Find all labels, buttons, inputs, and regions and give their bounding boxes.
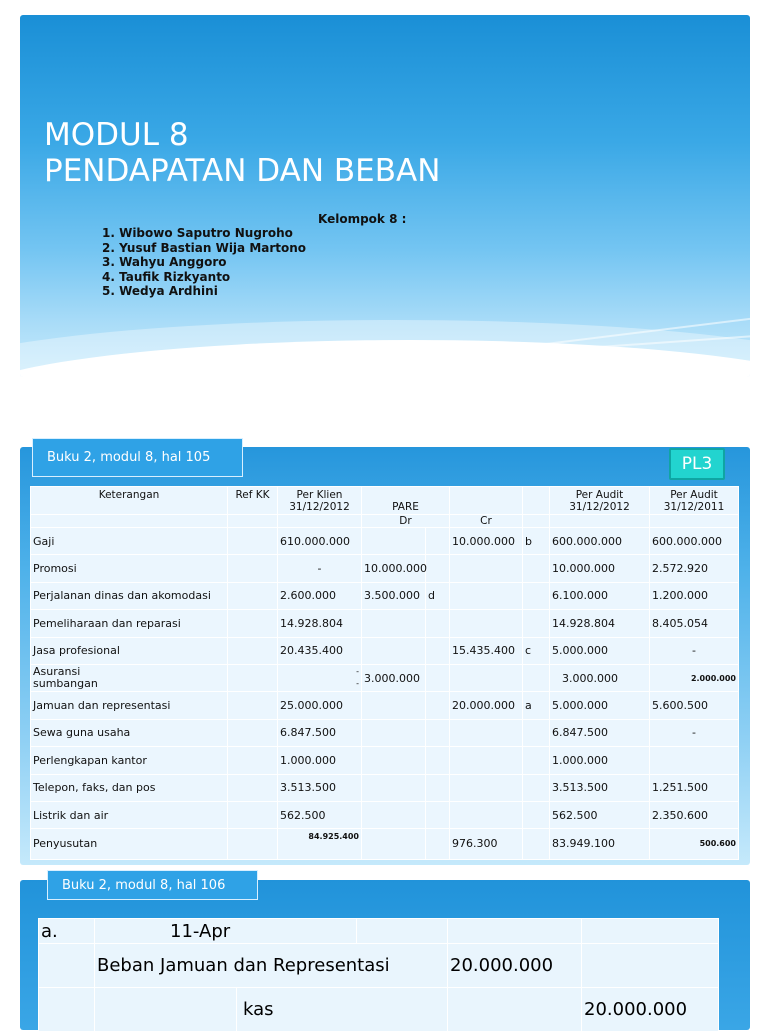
cell-ref	[228, 692, 278, 719]
cell-dr: 3.500.000	[362, 582, 426, 609]
header-keterangan: Keterangan	[31, 487, 228, 515]
cell-cr	[450, 664, 523, 691]
cell-dr	[362, 528, 426, 555]
cell-dref	[426, 610, 450, 637]
cell-cr	[450, 774, 523, 801]
cell-ref	[228, 664, 278, 691]
cell-cr	[450, 747, 523, 774]
entry-letter: a.	[39, 919, 95, 944]
cell-dr	[362, 774, 426, 801]
credit-account: kas	[237, 988, 448, 1032]
cell-cref	[523, 582, 550, 609]
header-audit11-line1: Per Audit	[670, 489, 718, 501]
credit-amount: 20.000.000	[582, 988, 719, 1032]
cell-klien: 2.600.000	[278, 582, 362, 609]
cell-dref	[426, 637, 450, 664]
source-tab-2: Buku 2, modul 8, hal 106	[47, 870, 258, 900]
cell-dref	[426, 801, 450, 828]
cell-dr	[362, 610, 426, 637]
cell-audit12: 3.000.000	[550, 664, 650, 691]
cell-dref	[426, 555, 450, 582]
entry-date: 11-Apr	[95, 919, 357, 944]
cell-dref	[426, 528, 450, 555]
cell-ref	[228, 610, 278, 637]
table-row	[31, 664, 739, 691]
cell-label: Perlengkapan kantor	[31, 747, 228, 774]
cell-label: Jamuan dan representasi	[31, 692, 228, 719]
cell-klien: 1.000.000	[278, 747, 362, 774]
audit-table	[30, 486, 739, 860]
cell-dr	[362, 692, 426, 719]
cell-klien: 20.435.400	[278, 637, 362, 664]
cell-cref	[523, 555, 550, 582]
cell-audit12: 5.000.000	[550, 637, 650, 664]
cell-audit11	[650, 747, 739, 774]
table-row	[31, 719, 739, 746]
cell-label: Sewa guna usaha	[31, 719, 228, 746]
member-item: 3. Wahyu Anggoro	[102, 255, 227, 269]
group-label: Kelompok 8 :	[318, 212, 407, 226]
table-row	[31, 637, 739, 664]
cell-cref	[523, 610, 550, 637]
cell-dr	[362, 719, 426, 746]
cell-audit11: 1.200.000	[650, 582, 739, 609]
cell-audit12: 14.928.804	[550, 610, 650, 637]
source-tab: Buku 2, modul 8, hal 105	[32, 438, 243, 477]
cell-klien: 6.847.500	[278, 719, 362, 746]
dash-mark: -	[356, 667, 359, 677]
member-item: 2. Yusuf Bastian Wija Martono	[102, 240, 307, 255]
cell-dref	[426, 664, 450, 691]
cell-label: Jasa profesional	[31, 637, 228, 664]
title-line-1: MODUL 8	[44, 117, 189, 153]
cell-klien: 14.928.804	[278, 610, 362, 637]
cell-audit11: -	[650, 637, 739, 664]
slide-title	[44, 117, 440, 189]
cell-ref	[228, 801, 278, 828]
cell-klien: 3.513.500	[278, 774, 362, 801]
header-audit12-line2: 31/12/2012	[569, 501, 630, 513]
cell-audit12: 6.847.500	[550, 719, 650, 746]
cell-label: Gaji	[31, 528, 228, 555]
cell-label-line2: sumbangan	[33, 677, 98, 691]
cell-audit12: 1.000.000	[550, 747, 650, 774]
cell-dr	[362, 637, 426, 664]
table-row	[31, 528, 739, 555]
cell-dr	[362, 747, 426, 774]
pl3-badge: PL3	[669, 448, 725, 480]
cell-audit11: 2.350.600	[650, 801, 739, 828]
member-item: 4. Taufik Rizkyanto	[102, 269, 231, 284]
header-audit12-line1: Per Audit	[575, 489, 624, 501]
title-slide	[20, 15, 750, 377]
header-klien-line1: Per Klien	[296, 489, 343, 501]
cell-ref	[228, 582, 278, 609]
cell-cr	[450, 801, 523, 828]
cell-klien: 562.500	[278, 801, 362, 828]
cell-audit12: 600.000.000	[550, 528, 650, 555]
cell-cr: 976.300	[450, 829, 523, 859]
header-blank	[450, 487, 523, 515]
debit-amount: 20.000.000	[448, 944, 582, 988]
title-line-2: PENDAPATAN DAN BEBAN	[44, 153, 441, 189]
cell-cref: c	[523, 637, 550, 664]
cell-cref	[523, 747, 550, 774]
cell-label: Penyusutan	[31, 829, 228, 859]
cell-klien: 84.925.400	[278, 829, 362, 859]
cell-dr	[362, 829, 426, 859]
cell-cr: 10.000.000	[450, 528, 523, 555]
cell-ref	[228, 637, 278, 664]
cell-audit12: 562.500	[550, 801, 650, 828]
header-pare-label: PARE	[392, 501, 419, 513]
table-row	[31, 610, 739, 637]
member-list	[102, 226, 306, 299]
table-row	[31, 829, 739, 859]
debit-account: Beban Jamuan dan Representasi	[95, 944, 448, 988]
table-row	[31, 774, 739, 801]
cell-dref	[426, 692, 450, 719]
cell-label-line1: Asuransi	[33, 665, 81, 679]
cell-dr: 10.000.000	[362, 555, 426, 582]
header-blank	[523, 487, 550, 515]
cell-label: Perjalanan dinas dan akomodasi	[31, 582, 228, 609]
cell-audit11: 600.000.000	[650, 528, 739, 555]
cell-dref: d	[426, 582, 450, 609]
header-klien-line2: 31/12/2012	[289, 501, 350, 513]
table-row	[31, 582, 739, 609]
cell-audit11: 2.572.920	[650, 555, 739, 582]
cell-audit12: 6.100.000	[550, 582, 650, 609]
table-row	[31, 692, 739, 719]
cell-audit12: 10.000.000	[550, 555, 650, 582]
cell-cref	[523, 774, 550, 801]
cell-cref	[523, 829, 550, 859]
cell-ref	[228, 774, 278, 801]
cell-audit12: 83.949.100	[550, 829, 650, 859]
dash-mark: -	[356, 679, 359, 689]
member-item: 1. Wibowo Saputro Nugroho	[102, 226, 293, 240]
header-ref: Ref KK	[228, 487, 278, 515]
cell-cr	[450, 610, 523, 637]
header-pare	[362, 487, 450, 515]
table-row	[31, 747, 739, 774]
cell-audit11: 8.405.054	[650, 610, 739, 637]
cell-klien	[278, 664, 362, 691]
cell-cref: a	[523, 692, 550, 719]
cell-label: Telepon, faks, dan pos	[31, 774, 228, 801]
cell-dr	[362, 801, 426, 828]
header-audit-2012	[550, 487, 650, 515]
cell-dref	[426, 747, 450, 774]
cell-cr: 20.000.000	[450, 692, 523, 719]
cell-dref	[426, 829, 450, 859]
header-audit-2011	[650, 487, 739, 515]
cell-cr	[450, 555, 523, 582]
cell-ref	[228, 747, 278, 774]
cell-audit12: 3.513.500	[550, 774, 650, 801]
table-row	[31, 801, 739, 828]
journal-table	[38, 918, 719, 1032]
header-audit11-line2: 31/12/2011	[663, 501, 725, 513]
cell-klien: 610.000.000	[278, 528, 362, 555]
cell-audit11: 500.600	[650, 829, 739, 859]
cell-klien: 25.000.000	[278, 692, 362, 719]
cell-cref	[523, 801, 550, 828]
cell-ref	[228, 528, 278, 555]
cell-label: Listrik dan air	[31, 801, 228, 828]
header-dr: Dr	[362, 515, 450, 528]
cell-ref	[228, 829, 278, 859]
cell-dref	[426, 774, 450, 801]
cell-audit11: 2.000.000	[650, 664, 739, 691]
cell-dr: 3.000.000	[362, 664, 426, 691]
member-item: 5. Wedya Ardhini	[102, 284, 218, 298]
cell-cr: 15.435.400	[450, 637, 523, 664]
cell-cr	[450, 719, 523, 746]
cell-audit11: 1.251.500	[650, 774, 739, 801]
cell-cref	[523, 664, 550, 691]
cell-audit11: -	[650, 719, 739, 746]
header-cr: Cr	[450, 515, 523, 528]
cell-audit11: 5.600.500	[650, 692, 739, 719]
cell-cref: b	[523, 528, 550, 555]
cell-label: Promosi	[31, 555, 228, 582]
header-klien	[278, 487, 362, 515]
cell-label: Pemeliharaan dan reparasi	[31, 610, 228, 637]
cell-cr	[450, 582, 523, 609]
cell-cref	[523, 719, 550, 746]
table-row	[31, 555, 739, 582]
cell-ref	[228, 719, 278, 746]
cell-ref	[228, 555, 278, 582]
cell-klien: -	[278, 555, 362, 582]
cell-dref	[426, 719, 450, 746]
cell-label	[31, 664, 228, 691]
cell-audit12: 5.000.000	[550, 692, 650, 719]
